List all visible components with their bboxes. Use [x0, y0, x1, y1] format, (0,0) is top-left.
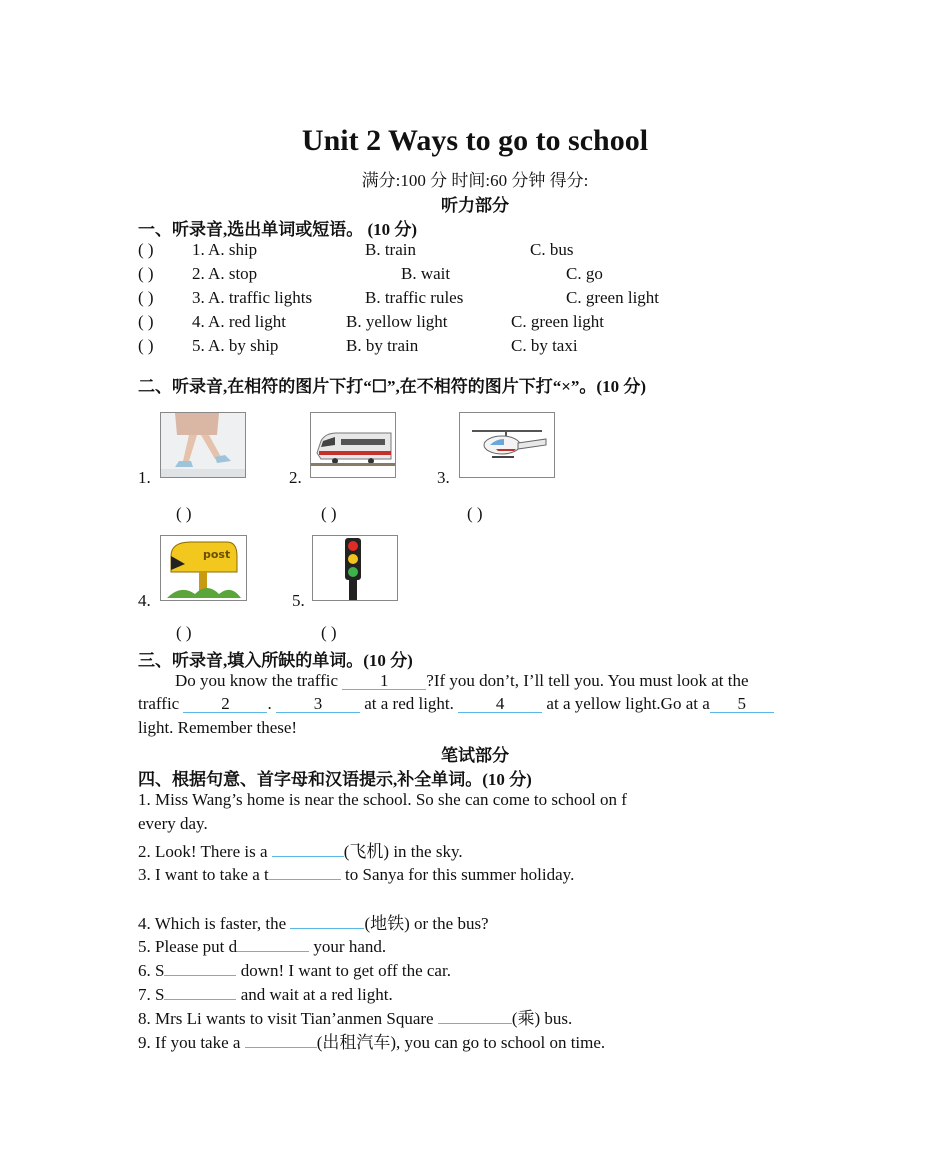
s3-blank-4[interactable]: 4 — [458, 694, 542, 713]
s4-q9: 9. If you take a (出租汽车), you can go to school on time. — [138, 1028, 605, 1053]
s4-q1-line2: every day. — [138, 814, 208, 833]
s2-answer-1[interactable]: ( ) — [176, 504, 192, 523]
section3-heading: 三、听录音,填入所缺的单词。(10 分) — [138, 651, 413, 670]
s1-q1-b: B. train — [365, 240, 416, 259]
s4-blank-7[interactable] — [164, 981, 236, 1000]
s1-q3-c: C. green light — [566, 288, 660, 307]
s1-q5-a: 5. A. by ship — [192, 336, 279, 355]
s4-blank-5[interactable] — [237, 933, 309, 952]
s1-paren: ( ) — [138, 336, 154, 355]
s1-q4-c: C. green light — [511, 312, 605, 331]
s1-q1-c: C. bus — [530, 240, 574, 259]
walking-legs-icon — [160, 412, 246, 478]
s1-q3-b: B. traffic rules — [365, 288, 464, 307]
s3-blank-2[interactable]: 2 — [183, 694, 267, 713]
s4-q6: 6. S down! I want to get off the car. — [138, 957, 451, 981]
s2-answer-4[interactable]: ( ) — [176, 623, 192, 642]
s1-q2-c: C. go — [566, 264, 603, 283]
s4-blank-3[interactable] — [269, 861, 341, 880]
svg-text:post: post — [203, 548, 231, 561]
s4-blank-9[interactable] — [245, 1029, 317, 1048]
s2-label-5: 5. — [292, 591, 305, 610]
listening-heading: 听力部分 — [441, 196, 509, 215]
s1-q2-a: 2. A. stop — [192, 264, 258, 283]
traffic-light-icon — [312, 535, 398, 601]
s4-q7: 7. S and wait at a red light. — [138, 981, 393, 1005]
section2-heading: 二、听录音,在相符的图片下打“☐”,在不相符的图片下打“×”。(10 分) — [138, 377, 646, 396]
s2-label-1: 1. — [138, 468, 151, 487]
s1-q1-a: 1. A. ship — [192, 240, 258, 259]
s4-q4: 4. Which is faster, the (地铁) or the bus? — [138, 909, 489, 934]
s4-q5: 5. Please put d your hand. — [138, 933, 386, 957]
s2-answer-3[interactable]: ( ) — [467, 504, 483, 523]
section4-heading: 四、根据句意、首字母和汉语提示,补全单词。(10 分) — [138, 770, 532, 789]
s1-q4-b: B. yellow light — [346, 312, 448, 331]
s2-label-3: 3. — [437, 468, 450, 487]
s1-paren: ( ) — [138, 264, 154, 283]
s1-q5-c: C. by taxi — [511, 336, 578, 355]
s4-blank-6[interactable] — [164, 957, 236, 976]
score-meta: 满分:100 分 时间:60 分钟 得分: — [361, 171, 589, 190]
s3-line2: traffic 2 . 3 at a red light. 4 at a yellow light.Go at a 5 — [138, 694, 774, 714]
train-icon — [310, 412, 396, 478]
page-title: Unit 2 Ways to go to school — [301, 124, 649, 157]
s4-blank-8[interactable] — [438, 1005, 512, 1024]
s1-q4-a: 4. A. red light — [192, 312, 286, 331]
s1-q5-b: B. by train — [346, 336, 419, 355]
s3-blank-3[interactable]: 3 — [276, 694, 360, 713]
s2-answer-5[interactable]: ( ) — [321, 623, 337, 642]
s2-label-4: 4. — [138, 591, 151, 610]
s1-paren: ( ) — [138, 288, 154, 307]
s1-q2-b: B. wait — [401, 264, 451, 283]
s4-q3: 3. I want to take a t to Sanya for this summer holiday. — [138, 861, 574, 885]
s3-blank-1[interactable]: 1 — [342, 671, 426, 690]
s4-q8: 8. Mrs Li wants to visit Tian’anmen Square (乘) bus. — [138, 1004, 572, 1029]
s4-q1-line1: 1. Miss Wang’s home is near the school. So she can come to school on f — [138, 790, 627, 809]
s2-label-2: 2. — [289, 468, 302, 487]
section1-heading: 一、听录音,选出单词或短语。 (10 分) — [138, 220, 418, 239]
s4-blank-2[interactable] — [272, 838, 344, 857]
mailbox-icon — [160, 535, 247, 601]
s3-blank-5[interactable]: 5 — [710, 694, 774, 713]
s1-paren: ( ) — [138, 240, 154, 259]
helicopter-icon — [459, 412, 555, 478]
s1-paren: ( ) — [138, 312, 154, 331]
s2-answer-2[interactable]: ( ) — [321, 504, 337, 523]
s4-q2: 2. Look! There is a (飞机) in the sky. — [138, 837, 463, 862]
s4-blank-4[interactable] — [290, 910, 364, 929]
s3-line1: Do you know the traffic 1 ?If you don’t, I’ll tell you. You must look at the — [175, 671, 749, 690]
s3-line3: light. Remember these! — [138, 718, 298, 737]
s1-q3-a: 3. A. traffic lights — [192, 288, 313, 307]
writing-heading: 笔试部分 — [441, 746, 509, 765]
